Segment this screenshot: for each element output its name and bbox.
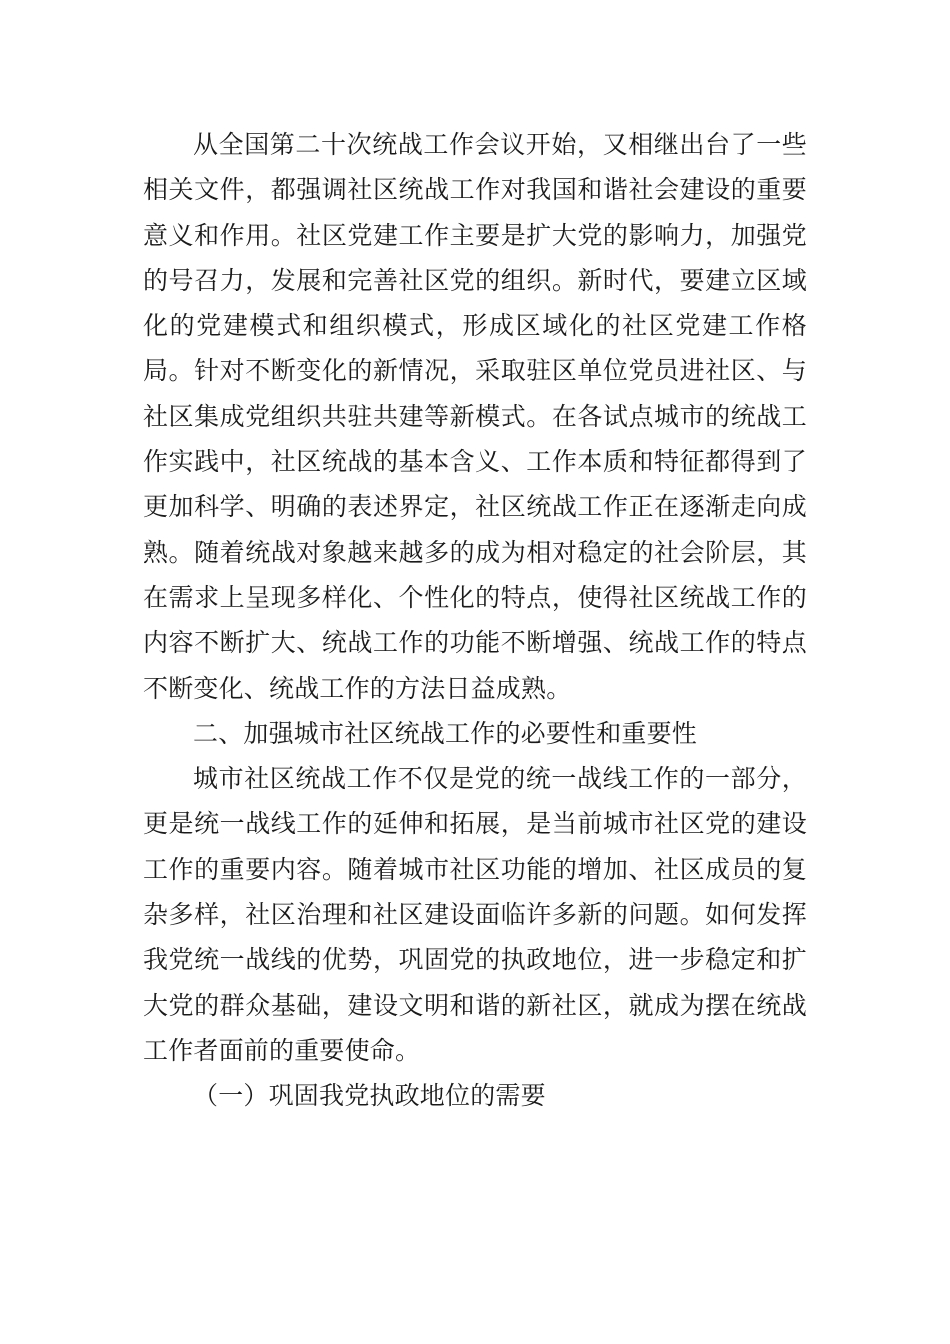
- section-heading-2: 二、加强城市社区统战工作的必要性和重要性: [193, 718, 698, 748]
- body-paragraph-1: 从全国第二十次统战工作会议开始，又相继出台了一些相关文件，都强调社区统战工作对我国和谐社会建设的重要意义和作用。社区党建工作主要是扩大党的影响力，加强党的号召力，发展和完善社区党的组织。新时代，要建立区域化的党建模式和组织模式，形成区域化的社区党建工作格局。针对不断变化的新情况，采取驻区单位党员进社区、与社区集成党组织共驻共建等新模式。在各试点城市的统战工作实践中，社区统战的基本含义、工作本质和特征都得到了更加科学、明确的表述界定，社区统战工作正在逐渐走向成熟。随着统战对象越来越多的成为相对稳定的社会阶层，其在需求上呈现多样化、个性化的特点，使得社区统战工作的内容不断扩大、统战工作的功能不断增强、统战工作的特点不断变化、统战工作的方法日益成熟。: [143, 130, 807, 703]
- subsection-heading-1: （一）巩固我党执政地位的需要: [193, 1081, 546, 1111]
- body-paragraph-2: 城市社区统战工作不仅是党的统一战线工作的一部分，更是统一战线工作的延伸和拓展，是当前城市社区党的建设工作的重要内容。随着城市社区功能的增加、社区成员的复杂多样，社区治理和社区建设面临许多新的问题。如何发挥我党统一战线的优势，巩固党的执政地位，进一步稳定和扩大党的群众基础，建设文明和谐的新社区，就成为摆在统战工作者面前的重要使命。: [143, 764, 807, 1065]
- document-body: [143, 122, 807, 1119]
